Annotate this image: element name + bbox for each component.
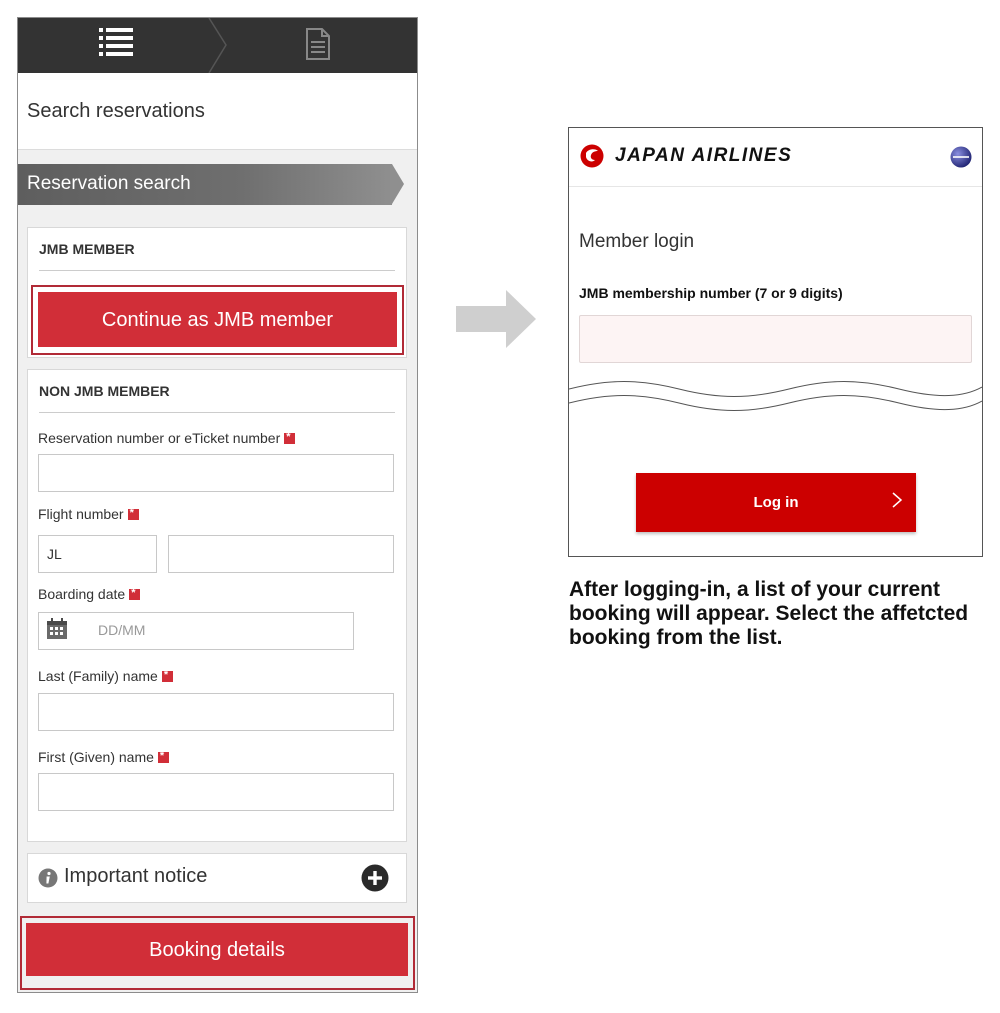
- chevron-right-icon: [891, 485, 903, 515]
- last-name-label: Last (Family) name*: [38, 668, 173, 684]
- first-name-input[interactable]: [38, 773, 394, 811]
- booking-details-button[interactable]: Booking details: [26, 923, 408, 976]
- membership-number-label: JMB membership number (7 or 9 digits): [579, 285, 843, 301]
- page-title: Search reservations: [27, 100, 205, 122]
- oneworld-globe-icon: [950, 146, 972, 168]
- brand-header: [569, 128, 982, 187]
- list-icon[interactable]: [99, 26, 133, 60]
- flight-number-label: Flight number*: [38, 506, 139, 522]
- document-icon[interactable]: [306, 28, 330, 60]
- section-header-label: Reservation search: [27, 173, 191, 194]
- jal-crane-logo-icon: [580, 144, 604, 168]
- section-header-tip: [392, 164, 404, 204]
- flight-number-input[interactable]: [168, 535, 394, 573]
- first-name-label: First (Given) name*: [38, 749, 169, 765]
- member-login-screen: [568, 127, 983, 557]
- non-jmb-member-title: NON JMB MEMBER: [39, 383, 170, 399]
- required-icon: [129, 589, 140, 600]
- boarding-date-label: Boarding date*: [38, 586, 140, 602]
- info-icon: [38, 868, 58, 888]
- brand-name: JAPAN AIRLINES: [615, 145, 793, 166]
- reservation-search-screen: [17, 17, 418, 993]
- required-icon: [284, 433, 295, 444]
- last-name-input[interactable]: [38, 693, 394, 731]
- log-in-button[interactable]: Log in: [636, 473, 916, 532]
- content-break-wave: [569, 381, 982, 417]
- instruction-caption: After logging-in, a list of your current booking will appear. Select the affetcted booking from the list.: [569, 578, 969, 649]
- required-icon: [128, 509, 139, 520]
- page-header: [18, 73, 417, 150]
- step-separator-chevron-icon: [208, 18, 228, 73]
- required-icon: [158, 752, 169, 763]
- divider: [39, 412, 395, 413]
- boarding-date-placeholder: DD/MM: [98, 622, 146, 638]
- reservation-number-input[interactable]: [38, 454, 394, 492]
- flight-prefix-input[interactable]: [38, 535, 157, 573]
- continue-as-jmb-member-button[interactable]: Continue as JMB member: [38, 292, 397, 347]
- calendar-icon[interactable]: [46, 618, 68, 640]
- boarding-date-input[interactable]: [38, 612, 354, 650]
- expand-plus-icon[interactable]: [361, 864, 389, 892]
- right-arrow-icon: [456, 290, 536, 348]
- required-icon: [162, 671, 173, 682]
- membership-number-input[interactable]: [579, 315, 972, 363]
- jmb-member-title: JMB MEMBER: [39, 241, 135, 257]
- important-notice-label: Important notice: [64, 865, 208, 887]
- top-nav-bar: [18, 18, 417, 73]
- member-login-title: Member login: [579, 231, 695, 252]
- reservation-number-label: Reservation number or eTicket number*: [38, 430, 295, 446]
- divider: [39, 270, 395, 271]
